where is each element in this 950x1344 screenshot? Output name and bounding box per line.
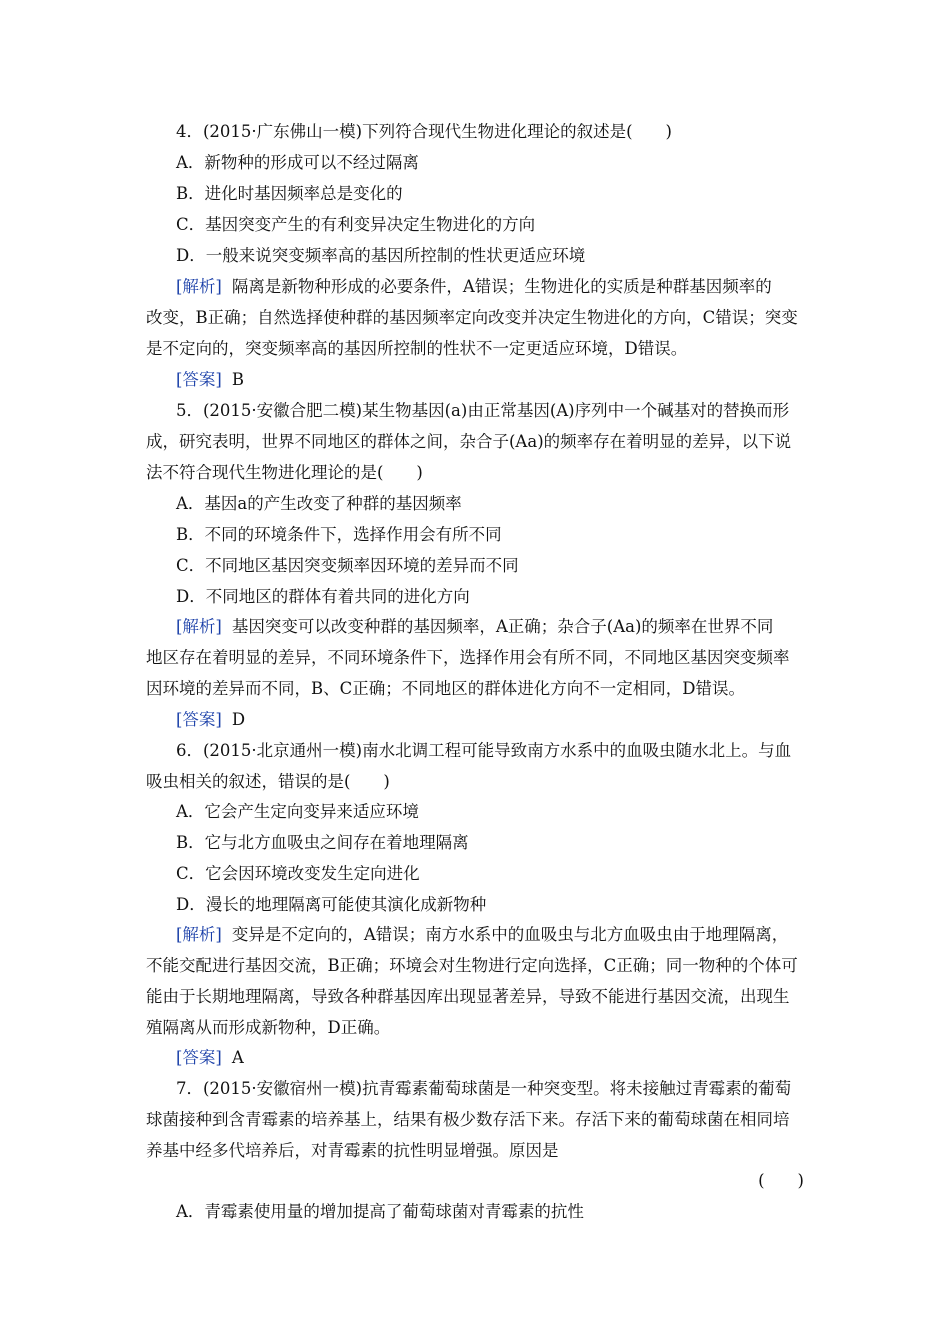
analysis-label: [解析] [176, 277, 222, 296]
answer-label: [答案] [176, 370, 222, 389]
answer-value: B [231, 370, 245, 389]
question-5-analysis-line-1 [176, 612, 773, 642]
question-5-stem-line-2: 成，研究表明，世界不同地区的群体之间，杂合子(Aa)的频率存在着明显的差异，以下说 [146, 432, 792, 451]
question-4-option-d: D．一般来说突变频率高的基因所控制的性状更适应环境 [176, 246, 586, 265]
question-7-stem-line-3: 养基中经多代培养后，对青霉素的抗性明显增强。原因是 [146, 1141, 559, 1160]
question-6-analysis-line-1 [176, 920, 788, 950]
question-5-stem-line-3: 法不符合现代生物进化理论的是( ) [146, 463, 423, 482]
question-4-option-a: A．新物种的形成可以不经过隔离 [176, 153, 419, 172]
question-7-option-a: A．青霉素使用量的增加提高了葡萄球菌对青霉素的抗性 [176, 1202, 584, 1221]
question-5-option-d: D．不同地区的群体有着共同的进化方向 [176, 587, 470, 606]
analysis-label: [解析] [176, 617, 222, 636]
question-5-option-b: B．不同的环境条件下，选择作用会有所不同 [176, 525, 502, 544]
question-6-stem-line-2: 吸虫相关的叙述，错误的是( ) [146, 772, 390, 791]
question-6-option-d: D．漫长的地理隔离可能使其演化成新物种 [176, 895, 487, 914]
question-4-option-c: C．基因突变产生的有利变异决定生物进化的方向 [176, 215, 536, 234]
question-6-stem-line-1: 6．(2015·北京通州一模)南水北调工程可能导致南方水系中的血吸虫随水北上。与血 [176, 741, 792, 760]
question-4-answer [176, 365, 244, 395]
question-5-option-a: A．基因a的产生改变了种群的基因频率 [176, 494, 462, 513]
question-6-option-a: A．它会产生定向变异来适应环境 [176, 802, 419, 821]
question-6-analysis-line-4: 殖隔离从而形成新物种，D正确。 [146, 1018, 391, 1037]
analysis-text: 基因突变可以改变种群的基因频率，A正确；杂合子(Aa)的频率在世界不同 [231, 617, 774, 636]
question-4-option-b: B．进化时基因频率总是变化的 [176, 184, 403, 203]
question-5-stem-line-1: 5．(2015·安徽合肥二模)某生物基因(a)由正常基因(A)序列中一个碱基对的替换而形 [176, 401, 790, 420]
question-6-analysis-line-3: 能由于长期地理隔离，导致各种群基因库出现显著差异，导致不能进行基因交流，出现生 [146, 987, 790, 1006]
question-6-option-c: C．它会因环境改变发生定向进化 [176, 864, 420, 883]
answer-value: D [231, 710, 246, 729]
question-5-analysis-line-3: 因环境的差异而不同，B、C正确；不同地区的群体进化方向不一定相同，D错误。 [146, 679, 745, 698]
answer-label: [答案] [176, 1048, 222, 1067]
analysis-text: 变异是不定向的，A错误；南方水系中的血吸虫与北方血吸虫由于地理隔离， [231, 925, 789, 944]
question-4-analysis-line-2: 改变，B正确；自然选择使种群的基因频率定向改变并决定生物进化的方向，C错误；突变 [146, 308, 798, 327]
question-7-answer-bracket: ( ) [758, 1171, 804, 1190]
analysis-text: 隔离是新物种形成的必要条件，A错误；生物进化的实质是种群基因频率的 [231, 277, 772, 296]
question-4-stem: 4．(2015·广东佛山一模)下列符合现代生物进化理论的叙述是( ) [176, 122, 672, 141]
analysis-label: [解析] [176, 925, 222, 944]
question-4-analysis-line-1 [176, 272, 772, 302]
answer-value: A [231, 1048, 244, 1067]
question-6-analysis-line-2: 不能交配进行基因交流，B正确；环境会对生物进行定向选择，C正确；同一物种的个体可 [146, 956, 798, 975]
question-6-answer [176, 1043, 244, 1073]
question-4-analysis-line-3: 是不定向的，突变频率高的基因所控制的性状不一定更适应环境，D错误。 [146, 339, 688, 358]
answer-label: [答案] [176, 710, 222, 729]
question-7-stem-line-2: 球菌接种到含青霉素的培养基上，结果有极少数存活下来。存活下来的葡萄球菌在相同培 [146, 1110, 790, 1129]
question-6-option-b: B．它与北方血吸虫之间存在着地理隔离 [176, 833, 469, 852]
question-5-answer [176, 705, 245, 735]
question-5-option-c: C．不同地区基因突变频率因环境的差异而不同 [176, 556, 519, 575]
question-7-stem-line-1: 7．(2015·安徽宿州一模)抗青霉素葡萄球菌是一种突变型。将未接触过青霉素的葡萄 [176, 1079, 792, 1098]
question-5-analysis-line-2: 地区存在着明显的差异，不同环境条件下，选择作用会有所不同，不同地区基因突变频率 [146, 648, 790, 667]
